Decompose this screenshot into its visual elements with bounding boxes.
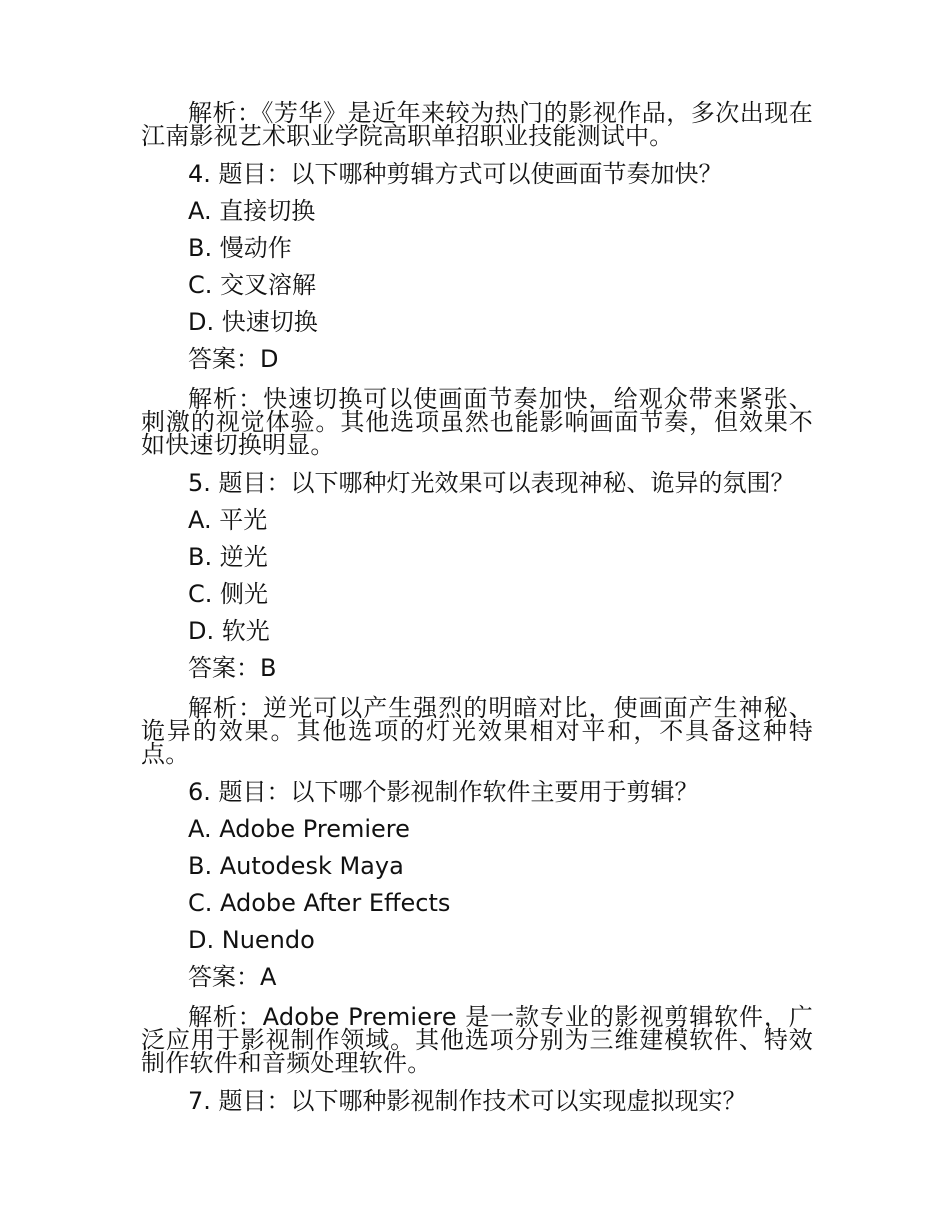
analysis-paragraph: 解析：逆光可以产生强烈的明暗对比，使画面产生神秘、诡异的效果。其他选项的灯光效果相对平和，不具备这种特点。 [141,694,813,768]
document-body [141,99,813,1120]
option-d: D. Nuendo [188,926,315,954]
question-6: 6. 题目：以下哪个影视制作软件主要用于剪辑？ [188,778,699,806]
option-a: A. 直接切换 [188,197,316,225]
option-c: C. Adobe After Effects [188,889,451,917]
option-b: B. 慢动作 [188,234,292,262]
analysis-paragraph: 解析：快速切换可以使画面节奏加快，给观众带来紧张、刺激的视觉体验。其他选项虽然也能影响画面节奏，但效果不如快速切换明显。 [141,385,813,459]
option-a: A. 平光 [188,506,268,534]
option-b: B. Autodesk Maya [188,852,404,880]
option-a: A. Adobe Premiere [188,815,410,843]
question-7: 7. 题目：以下哪种影视制作技术可以实现虚拟现实？ [188,1087,747,1115]
option-c: C. 交叉溶解 [188,271,317,299]
option-c: C. 侧光 [188,580,269,608]
answer: 答案：A [188,963,277,991]
option-d: D. 软光 [188,617,270,645]
question-5: 5. 题目：以下哪种灯光效果可以表现神秘、诡异的氛围？ [188,469,795,497]
option-b: B. 逆光 [188,543,268,571]
answer: 答案：D [188,345,279,373]
answer: 答案：B [188,654,277,682]
option-d: D. 快速切换 [188,308,318,336]
analysis-paragraph: 解析：《芳华》是近年来较为热门的影视作品，多次出现在江南影视艺术职业学院高职单招职业技能测试中。 [141,99,813,150]
analysis-paragraph: 解析：Adobe Premiere 是一款专业的影视剪辑软件，广泛应用于影视制作领域。其他选项分别为三维建模软件、特效制作软件和音频处理软件。 [141,1003,813,1077]
question-4: 4. 题目：以下哪种剪辑方式可以使画面节奏加快？ [188,160,723,188]
